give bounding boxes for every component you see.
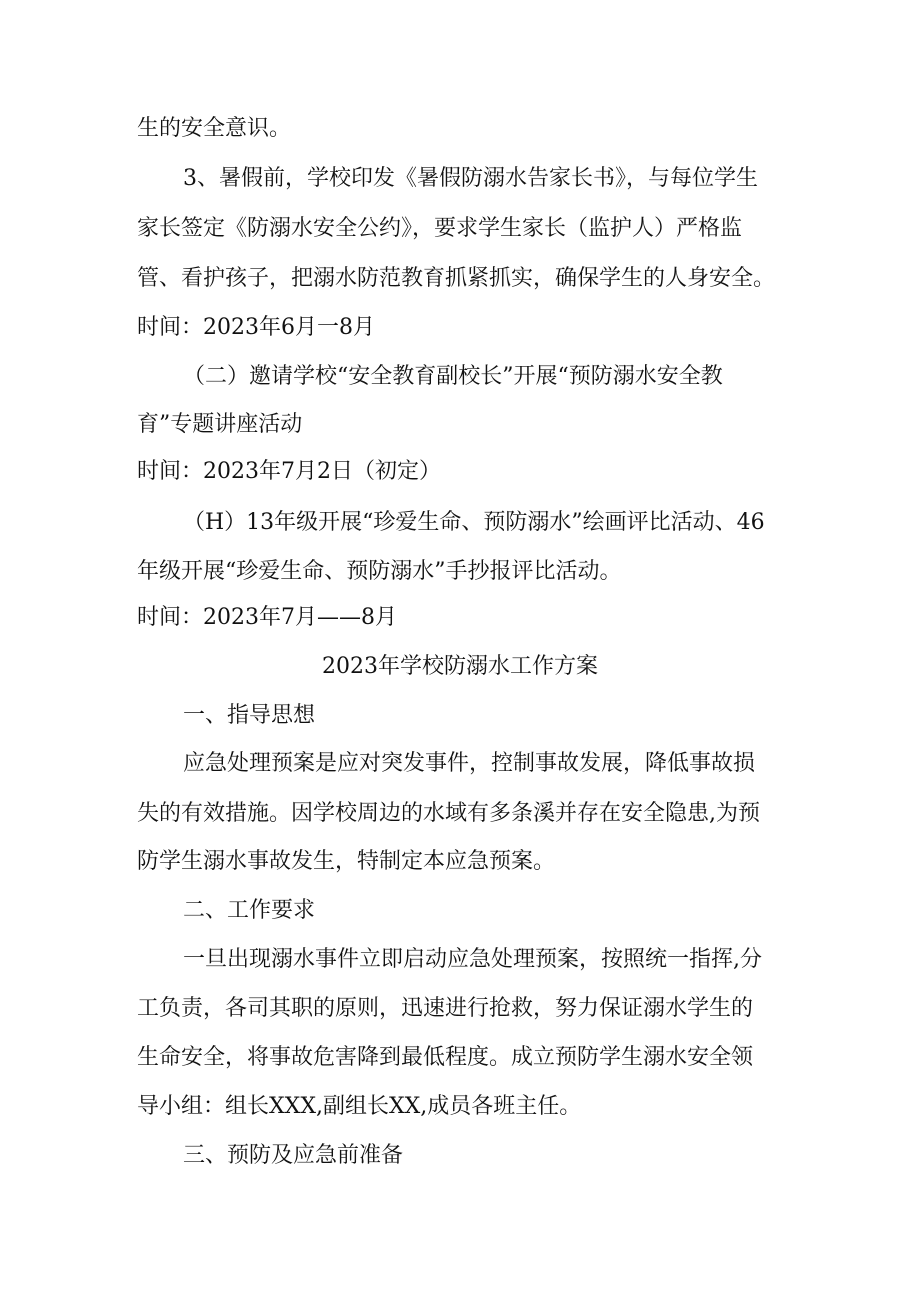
body-text-line: 工负责，各司其职的原则，迅速进行抢救，努力保证溺水学生的: [137, 996, 754, 1021]
body-text-line: 生命安全，将事故危害降到最低程度。成立预防学生溺水安全领: [137, 1045, 754, 1070]
body-text-line: 防学生溺水事故发生，特制定本应急预案。: [137, 849, 556, 874]
body-text-line: 生的安全意识。: [137, 116, 292, 141]
section-heading: 一、指导思想: [183, 703, 316, 728]
body-text-line: 应急处理预案是应对突发事件，控制事故发展，降低事故损: [183, 751, 756, 776]
body-text-line: 家长签定《防溺水安全公约》，要求学生家长（监护人）严格监: [137, 216, 743, 241]
time-line: 时间：2023年6月一8月: [137, 315, 375, 340]
time-line: 时间：2023年7月——8月: [137, 605, 397, 630]
document-title: 2023年学校防溺水工作方案: [322, 654, 598, 679]
body-text-line: 3、暑假前，学校印发《暑假防溺水告家长书》，与每位学生: [183, 166, 758, 191]
section-heading: 二、工作要求: [183, 898, 316, 923]
section-heading: 三、预防及应急前准备: [183, 1143, 404, 1168]
body-text-line: 管、看护孩子，把溺水防范教育抓紧抓实，确保学生的人身安全。: [137, 266, 776, 291]
section-heading: （二）邀请学校“安全教育副校长”开展“预防溺水安全教: [183, 364, 723, 389]
body-text-line: 一旦出现溺水事件立即启动应急处理预案，按照统一指挥,分: [183, 947, 762, 972]
body-text-line: 导小组：组长XXX,副组长XX,成员各班主任。: [137, 1094, 582, 1119]
body-text-line: 失的有效措施。因学校周边的水域有多条溪并存在安全隐患,为预: [137, 801, 760, 826]
body-text-line: 年级开展“珍爱生命、预防溺水”手抄报评比活动。: [137, 559, 622, 584]
time-line: 时间：2023年7月2日（初定）: [137, 459, 441, 484]
section-heading: 育”专题讲座活动: [137, 412, 303, 437]
body-text-line: （H）13年级开展“珍爱生命、预防溺水”绘画评比活动、46: [183, 510, 765, 535]
